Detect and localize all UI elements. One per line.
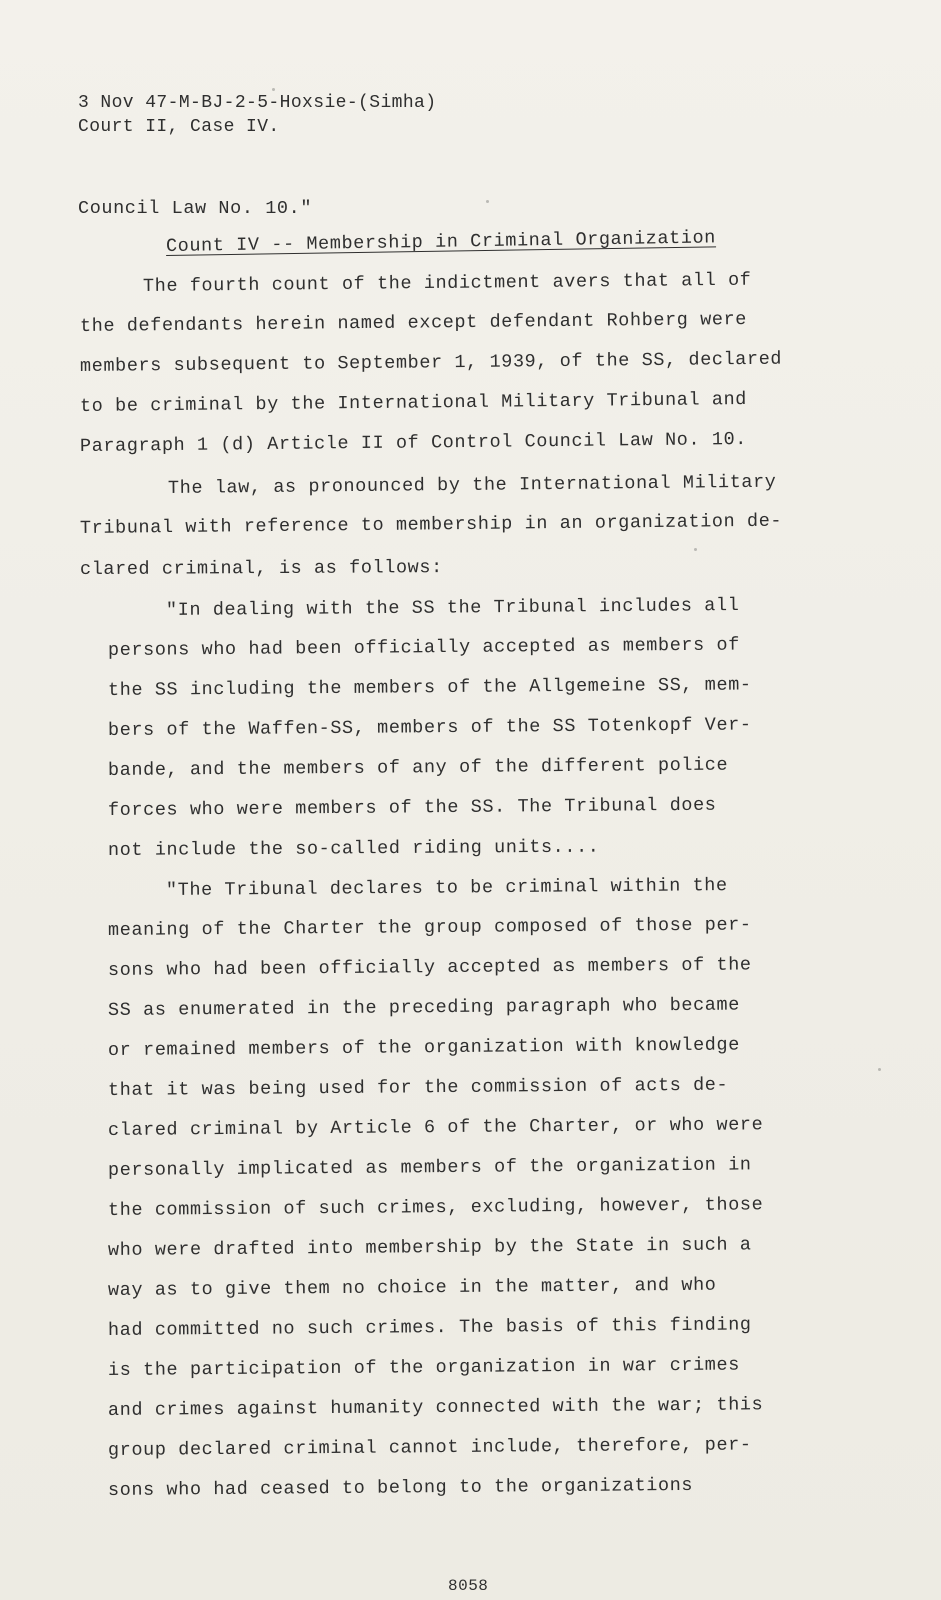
quote-line: SS as enumerated in the preceding paragraph who became — [107, 994, 740, 1021]
quote-line: sons who had been officially accepted as members of the — [107, 954, 752, 981]
body-line: The law, as pronounced by the International Military — [167, 471, 777, 499]
quote-line: "In dealing with the SS the Tribunal includes all — [165, 594, 740, 621]
quote-line: personally implicated as members of the organization in — [107, 1154, 752, 1181]
page-number: 8058 — [448, 1577, 489, 1595]
quote-line: is the participation of the organization in war crimes — [107, 1354, 740, 1381]
header-reference: 3 Nov 47-M-BJ-2-5-Hoxsie-(Simha) — [78, 93, 437, 113]
quote-line: "The Tribunal declares to be criminal within the — [165, 875, 728, 901]
quote-line: the commission of such crimes, excluding, however, those — [107, 1194, 764, 1221]
quote-line: way as to give them no choice in the matter, and who — [107, 1274, 717, 1301]
quote-line: meaning of the Charter the group composed of those per- — [107, 914, 752, 941]
quote-line: the SS including the members of the Allgemeine SS, mem- — [107, 674, 752, 701]
quote-line: who were drafted into membership by the State in such a — [107, 1234, 752, 1261]
body-line: Council Law No. 10." — [78, 198, 313, 219]
quote-line: group declared criminal cannot include, therefore, per- — [107, 1434, 752, 1461]
paper-speck — [878, 1068, 881, 1071]
quote-line: forces who were members of the SS. The Tribunal does — [107, 794, 717, 821]
quote-line: or remained members of the organization with knowledge — [107, 1034, 740, 1061]
body-line: Tribunal with reference to membership in an organization de- — [79, 510, 783, 539]
quote-line: sons who had ceased to belong to the organizations — [107, 1474, 694, 1501]
paper-speck — [694, 548, 697, 551]
quote-line: bande, and the members of any of the different police — [107, 754, 729, 781]
quote-line: not include the so-called riding units.... — [107, 836, 600, 861]
quote-line: had committed no such crimes. The basis of this finding — [107, 1314, 752, 1341]
quote-line: persons who had been officially accepted as members of — [107, 634, 740, 661]
section-heading: Count IV -- Membership in Criminal Organization — [165, 227, 717, 257]
quote-line: that it was being used for the commission of acts de- — [107, 1074, 729, 1101]
paper-speck — [486, 200, 489, 203]
body-line: to be criminal by the International Military Tribunal and — [79, 389, 748, 417]
body-line: Paragraph 1 (d) Article II of Control Council Law No. 10. — [79, 429, 748, 457]
body-line: members subsequent to September 1, 1939, of the SS, declared — [79, 348, 783, 377]
paper-speck — [272, 88, 275, 91]
body-line: clared criminal, is as follows: — [79, 557, 443, 580]
body-line: the defendants herein named except defendant Rohberg were — [79, 309, 748, 337]
body-line: The fourth count of the indictment avers that all of — [142, 269, 752, 297]
header-court-case: Court II, Case IV. — [78, 117, 280, 137]
quote-line: and crimes against humanity connected with the war; this — [107, 1394, 764, 1421]
quote-line: clared criminal by Article 6 of the Charter, or who were — [107, 1114, 764, 1141]
quote-line: bers of the Waffen-SS, members of the SS Totenkopf Ver- — [107, 714, 752, 741]
